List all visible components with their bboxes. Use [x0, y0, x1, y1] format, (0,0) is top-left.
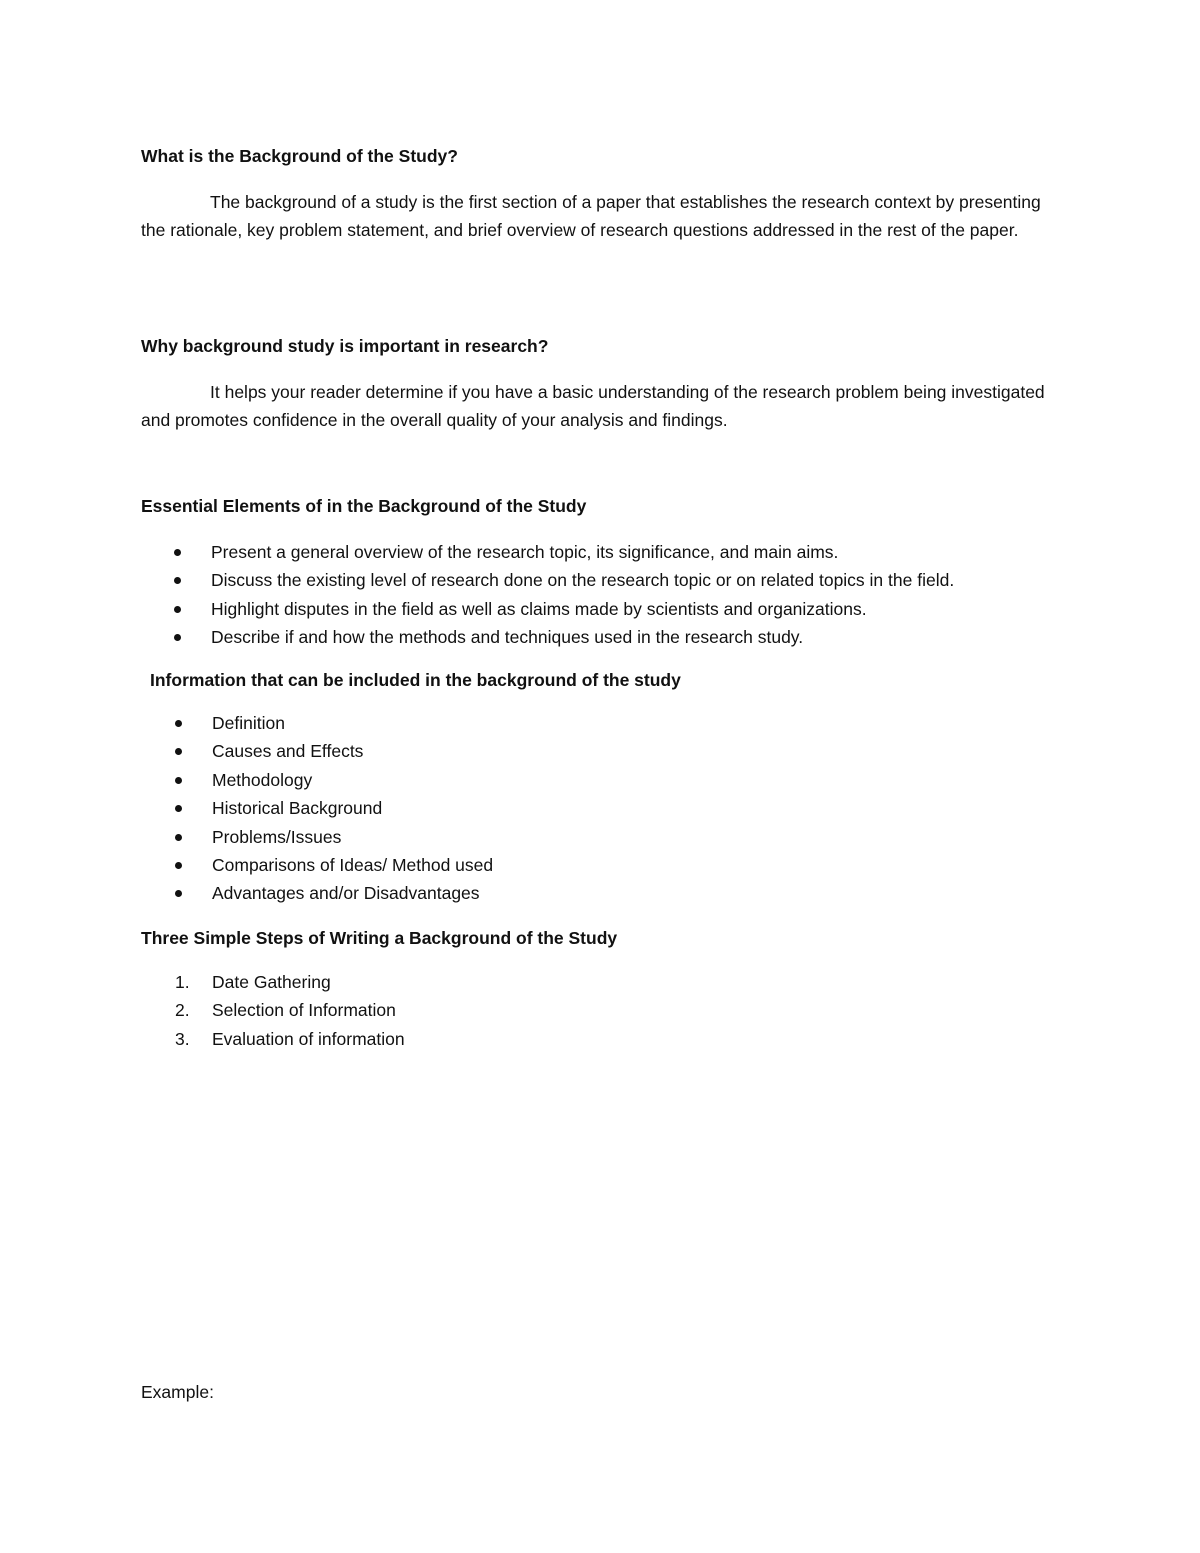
section-elements: [141, 494, 1061, 652]
steps-list: [142, 968, 1062, 1053]
list-item: Describe if and how the methods and techniques used in the research study.: [141, 623, 1061, 651]
list-item: Historical Background: [142, 794, 1062, 822]
list-item: Problems/Issues: [142, 823, 1062, 851]
list-item: Highlight disputes in the field as well as claims made by scientists and organizations.: [141, 595, 1061, 623]
section-heading: Why background study is important in research?: [141, 336, 549, 356]
bullet-icon: [175, 777, 182, 784]
bullet-icon: [175, 890, 182, 897]
section-heading: Three Simple Steps of Writing a Background of the Study: [141, 928, 618, 948]
list-item: Causes and Effects: [142, 737, 1062, 765]
list-item: 2. Selection of Information: [142, 996, 1062, 1024]
list-item: Methodology: [142, 766, 1062, 794]
bullet-icon: [175, 862, 182, 869]
step-number: 3.: [175, 1028, 190, 1049]
list-item: Discuss the existing level of research done on the research topic or on related topics in the field.: [141, 566, 1061, 594]
bullet-icon: [175, 805, 182, 812]
section-paragraph: The background of a study is the first section of a paper that establishes the research context by presenting the rationale, key problem statement, and brief overview of research questions addressed in the rest of the paper.: [141, 192, 1041, 240]
list-item: Advantages and/or Disadvantages: [142, 879, 1062, 907]
bullet-icon: [174, 606, 181, 613]
section-heading: What is the Background of the Study?: [141, 146, 458, 166]
step-number: 1.: [175, 972, 190, 992]
information-list-wrap: [142, 709, 1062, 908]
list-item: Comparisons of Ideas/ Method used: [142, 851, 1062, 879]
section-paragraph: It helps your reader determine if you have a basic understanding of the research problem being investigated and promotes confidence in the overall quality of your analysis and findings.: [141, 382, 1045, 430]
list-item: 1. Date Gathering: [142, 968, 1062, 996]
section-steps: [141, 926, 1061, 950]
bullet-icon: [174, 634, 181, 641]
step-number: 2.: [175, 1000, 190, 1021]
steps-list-wrap: [142, 968, 1062, 1053]
example-label: Example:: [141, 1382, 214, 1402]
information-list: [142, 709, 1062, 908]
bullet-icon: [175, 720, 182, 727]
list-item: Present a general overview of the research topic, its significance, and main aims.: [141, 538, 1061, 566]
bullet-icon: [175, 834, 182, 841]
list-item: Definition: [142, 709, 1062, 737]
bullet-icon: [174, 549, 181, 556]
section-heading: Essential Elements of in the Background of the Study: [141, 496, 587, 516]
elements-list: [141, 538, 1061, 652]
section-importance: [141, 334, 1061, 434]
section-heading: Information that can be included in the background of the study: [150, 670, 681, 690]
list-item: 3. Evaluation of information: [142, 1025, 1062, 1053]
section-background: [141, 144, 1061, 244]
bullet-icon: [175, 748, 182, 755]
bullet-icon: [174, 577, 181, 584]
section-information: [150, 668, 1070, 692]
